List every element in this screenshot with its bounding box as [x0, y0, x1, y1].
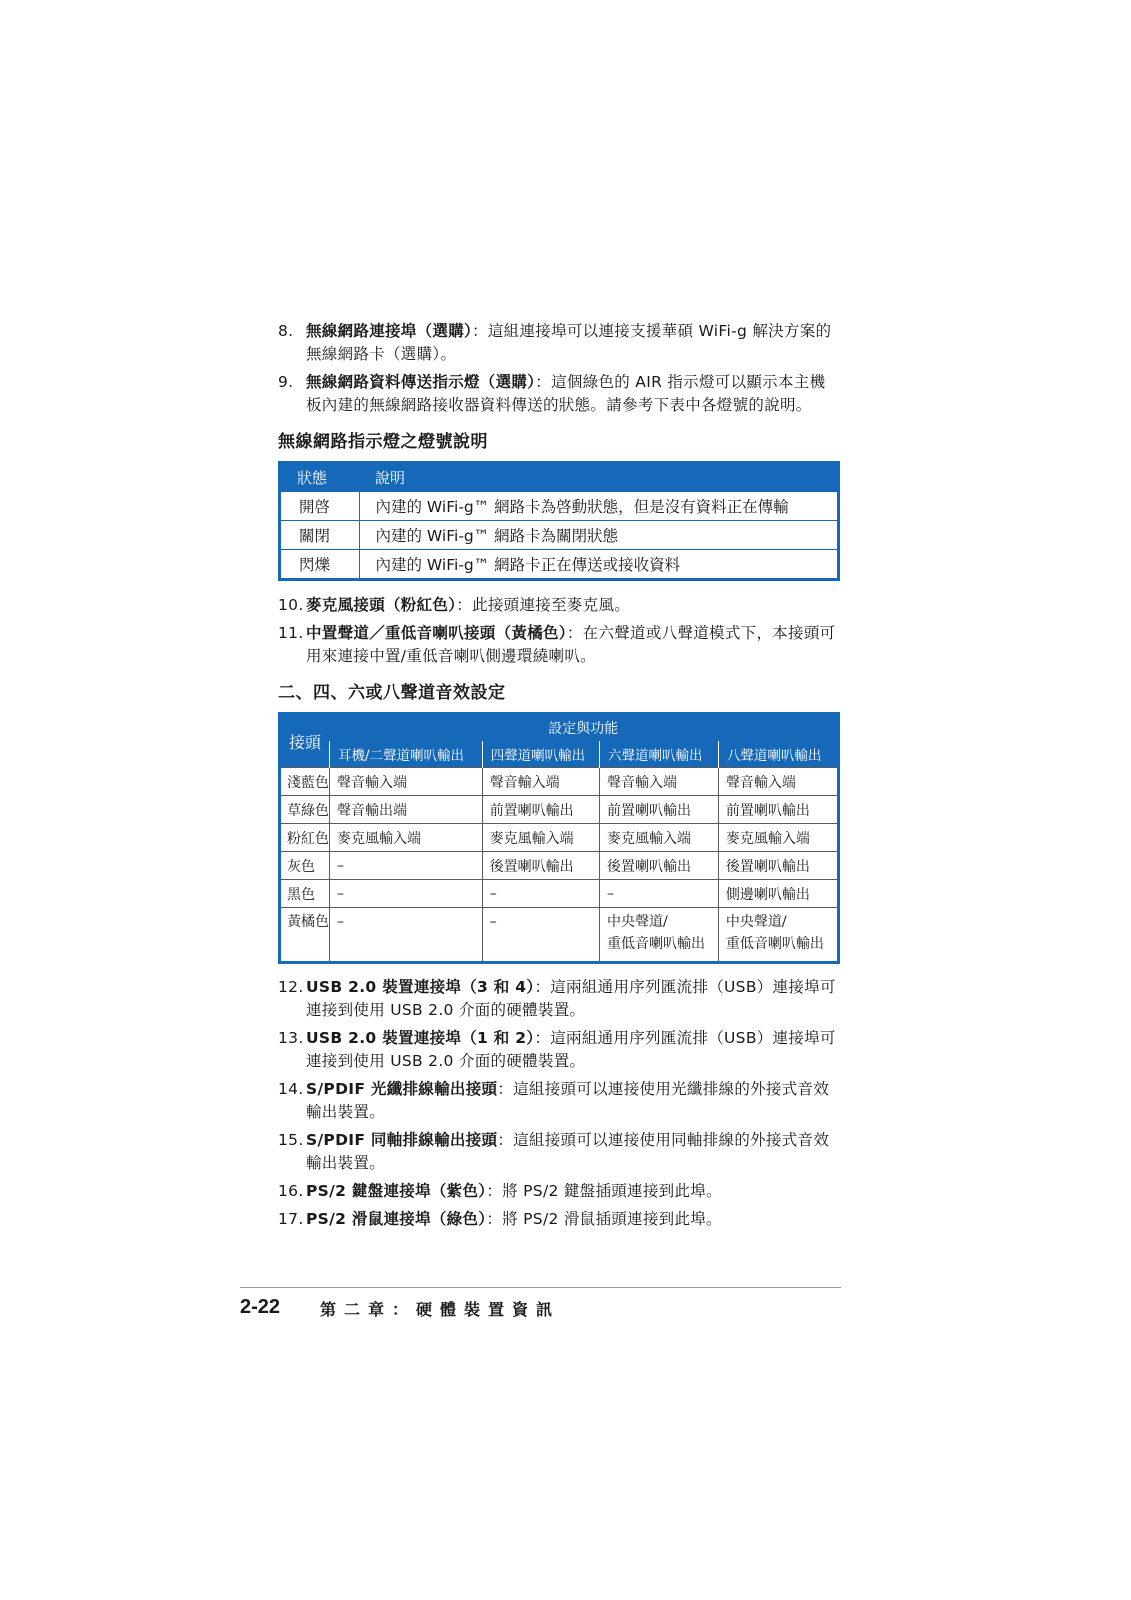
item-number: 13. — [278, 1029, 304, 1047]
item-number: 12. — [278, 978, 304, 996]
table-row — [280, 908, 839, 963]
item-text: ：這個綠色的 AIR 指示燈可以顯示本主機板內建的無線網路接收器資料傳送的狀態。請參考下表中各燈號的說明。 — [306, 373, 826, 414]
list-item-16 — [278, 1180, 840, 1203]
item-number: 15. — [278, 1131, 304, 1149]
cell-2ch: – — [330, 852, 483, 880]
cell-2ch: 聲音輸入端 — [330, 768, 483, 796]
item-text: ：這兩組通用序列匯流排（USB）連接埠可連接到使用 USB 2.0 介面的硬體裝置。 — [306, 978, 836, 1019]
list-item-10 — [278, 594, 840, 617]
wifi-table-title: 無線網路指示燈之燈號說明 — [278, 432, 488, 452]
header-group: 設定與功能 — [330, 714, 839, 742]
list-item-9 — [278, 371, 840, 417]
cell-8ch: 側邊喇叭輸出 — [718, 880, 838, 908]
cell-2ch: 麥克風輸入端 — [330, 824, 483, 852]
cell-4ch: – — [482, 880, 599, 908]
cell-jack: 黑色 — [280, 880, 330, 908]
item-heading: 無線網路連接埠（選購） — [306, 322, 473, 340]
page-content — [278, 320, 840, 1236]
header-col-2ch: 耳機/二聲道喇叭輸出 — [330, 741, 483, 768]
table-row — [280, 768, 839, 796]
table-header-row — [280, 463, 839, 492]
cell-8ch: 前置喇叭輸出 — [718, 796, 838, 824]
item-text: ：將 PS/2 鍵盤插頭連接到此埠。 — [486, 1182, 722, 1200]
cell-2ch: – — [330, 908, 483, 963]
item-heading: 麥克風接頭（粉紅色） — [306, 596, 457, 614]
cell-state: 開啓 — [280, 492, 360, 521]
cell-6ch: 聲音輸入端 — [599, 768, 718, 796]
page-number: 2-22 — [240, 1296, 281, 1318]
cell-6ch: 後置喇叭輸出 — [599, 852, 718, 880]
item-heading: PS/2 滑鼠連接埠（綠色） — [306, 1210, 487, 1228]
list-item-12 — [278, 976, 840, 1022]
item-heading: 中置聲道／重低音喇叭接頭（黃橘色） — [306, 624, 567, 642]
item-text: ：這兩組通用序列匯流排（USB）連接埠可連接到使用 USB 2.0 介面的硬體裝置。 — [306, 1029, 836, 1070]
item-number: 11. — [278, 624, 304, 642]
cell-8ch: 聲音輸入端 — [718, 768, 838, 796]
audio-config-table — [278, 712, 840, 964]
table-row — [280, 796, 839, 824]
cell-state: 關閉 — [280, 521, 360, 550]
item-number: 14. — [278, 1080, 304, 1098]
header-state: 狀態 — [280, 463, 360, 492]
list-item-14 — [278, 1078, 840, 1124]
cell-line: 重低音喇叭輸出 — [606, 936, 705, 952]
cell-jack: 黃橘色 — [280, 908, 330, 963]
cell-4ch: 前置喇叭輸出 — [482, 796, 599, 824]
header-col-6ch: 六聲道喇叭輸出 — [599, 741, 718, 768]
cell-description: 內建的 WiFi-g™ 網路卡為啓動狀態，但是沒有資料正在傳輸 — [359, 492, 839, 521]
chapter-title: 第二章：硬體裝置資訊 — [320, 1300, 561, 1319]
cell-8ch: 麥克風輸入端 — [718, 824, 838, 852]
cell-jack: 灰色 — [280, 852, 330, 880]
item-heading: S/PDIF 光纖排線輸出接頭 — [306, 1080, 498, 1098]
header-col-8ch: 八聲道喇叭輸出 — [718, 741, 838, 768]
item-number: 10. — [278, 596, 304, 614]
item-text: ：這組接頭可以連接使用同軸排線的外接式音效輸出裝置。 — [306, 1131, 830, 1172]
footer-divider — [240, 1287, 841, 1288]
item-heading: 無線網路資料傳送指示燈（選購） — [306, 373, 536, 391]
item-text: ：這組接頭可以連接使用光纖排線的外接式音效輸出裝置。 — [306, 1080, 830, 1121]
cell-line: 重低音喇叭輸出 — [725, 936, 824, 952]
wifi-led-table — [278, 461, 840, 581]
item-number: 16. — [278, 1182, 304, 1200]
cell-2ch: – — [330, 880, 483, 908]
cell-8ch — [718, 908, 838, 963]
cell-2ch: 聲音輸出端 — [330, 796, 483, 824]
item-text: ：在六聲道或八聲道模式下，本接頭可用來連接中置/重低音喇叭側邊環繞喇叭。 — [306, 624, 836, 665]
cell-6ch: – — [599, 880, 718, 908]
list-item-15 — [278, 1129, 840, 1175]
table-row — [280, 521, 839, 550]
cell-8ch: 後置喇叭輸出 — [718, 852, 838, 880]
audio-table-title: 二、四、六或八聲道音效設定 — [278, 683, 506, 703]
cell-jack: 粉紅色 — [280, 824, 330, 852]
cell-jack: 淺藍色 — [280, 768, 330, 796]
cell-4ch: 麥克風輸入端 — [482, 824, 599, 852]
header-col-4ch: 四聲道喇叭輸出 — [482, 741, 599, 768]
table-subheader-row — [280, 741, 839, 768]
cell-description: 內建的 WiFi-g™ 網路卡為關閉狀態 — [359, 521, 839, 550]
cell-4ch: 聲音輸入端 — [482, 768, 599, 796]
item-heading: PS/2 鍵盤連接埠（紫色） — [306, 1182, 487, 1200]
cell-line: 中央聲道/ — [725, 914, 787, 930]
cell-4ch: – — [482, 908, 599, 963]
item-heading: USB 2.0 裝置連接埠（3 和 4） — [306, 978, 535, 996]
list-item-11 — [278, 622, 840, 668]
cell-description: 內建的 WiFi-g™ 網路卡正在傳送或接收資料 — [359, 550, 839, 580]
item-number: 8. — [278, 322, 294, 340]
cell-state: 閃爍 — [280, 550, 360, 580]
table-row — [280, 550, 839, 580]
header-description: 說明 — [359, 463, 839, 492]
cell-6ch: 前置喇叭輸出 — [599, 796, 718, 824]
item-number: 17. — [278, 1210, 304, 1228]
table-row — [280, 852, 839, 880]
cell-4ch: 後置喇叭輸出 — [482, 852, 599, 880]
item-text: ：這組連接埠可以連接支援華碩 WiFi-g 解決方案的無線網路卡（選購）。 — [306, 322, 832, 363]
item-text: ：此接頭連接至麥克風。 — [456, 596, 631, 614]
header-jack: 接頭 — [280, 714, 330, 768]
cell-6ch: 麥克風輸入端 — [599, 824, 718, 852]
item-number: 9. — [278, 373, 294, 391]
cell-jack: 草綠色 — [280, 796, 330, 824]
table-row — [280, 880, 839, 908]
table-row — [280, 824, 839, 852]
list-item-8 — [278, 320, 840, 366]
cell-6ch — [599, 908, 718, 963]
list-item-17 — [278, 1208, 840, 1231]
item-heading: S/PDIF 同軸排線輸出接頭 — [306, 1131, 498, 1149]
table-header-row — [280, 714, 839, 742]
item-heading: USB 2.0 裝置連接埠（1 和 2） — [306, 1029, 535, 1047]
item-text: ：將 PS/2 滑鼠插頭連接到此埠。 — [486, 1210, 722, 1228]
cell-line: 中央聲道/ — [606, 914, 668, 930]
list-item-13 — [278, 1027, 840, 1073]
table-row — [280, 492, 839, 521]
